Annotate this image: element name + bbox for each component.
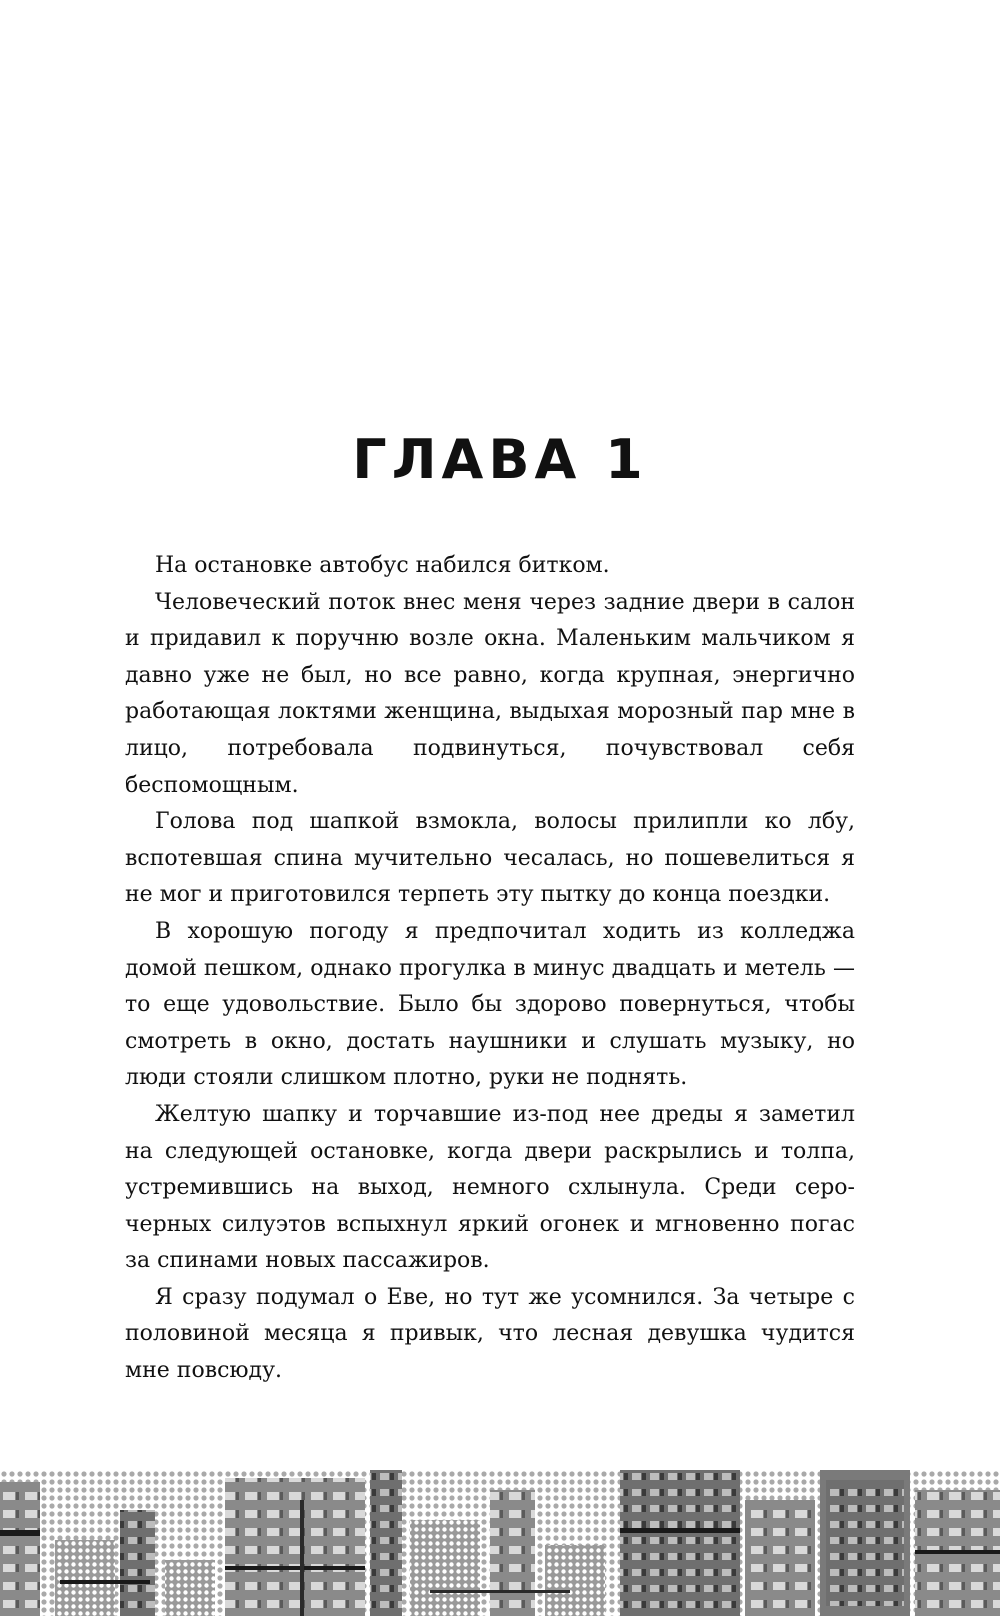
- paragraph: Человеческий поток внес меня через задние двери в салон и придавил к поручню возле окна. Маленьким мальчиком я давно уже не был, но все равно, когда крупная, энергично работающая локтями женщина, выдыхая морозный пар мне в лицо, потребовала подвинуться, почувствовал себя беспомощным.: [125, 589, 855, 798]
- paragraph: В хорошую погоду я предпочитал ходить из колледжа домой пешком, однако прогулка в минус двадцать и метель — то еще удовольствие. Было бы здорово повернуться, чтобы смотреть в окно, достать наушники и слушать музыку, но люди стояли слишком плотно, руки не поднять.: [125, 918, 855, 1091]
- paragraph: Желтую шапку и торчавшие из-под нее дреды я заметил на следующей остановке, когда двери раскрылись и толпа, устремившись на выход, немного схлынула. Среди серо-черных силуэтов вспыхнул яркий огонек и мгновенно погас за спинами новых пассажиров.: [125, 1101, 855, 1274]
- paragraph: Я сразу подумал о Еве, но тут же усомнился. За четыре с половиной месяца я привык, что лесная девушка чудится мне повсюду.: [125, 1284, 855, 1384]
- chapter-title: ГЛАВА 1: [352, 428, 648, 491]
- chapter-body: [125, 548, 855, 1390]
- city-buildings-illustration: [0, 1470, 1000, 1616]
- paragraph: Голова под шапкой взмокла, волосы прилипли ко лбу, вспотевшая спина мучительно чесалась, но пошевелиться я не мог и приготовился терпеть эту пытку до конца поездки.: [125, 809, 855, 908]
- city-buildings-image: [0, 1470, 1000, 1616]
- paragraph: На остановке автобус набился битком.: [155, 553, 610, 578]
